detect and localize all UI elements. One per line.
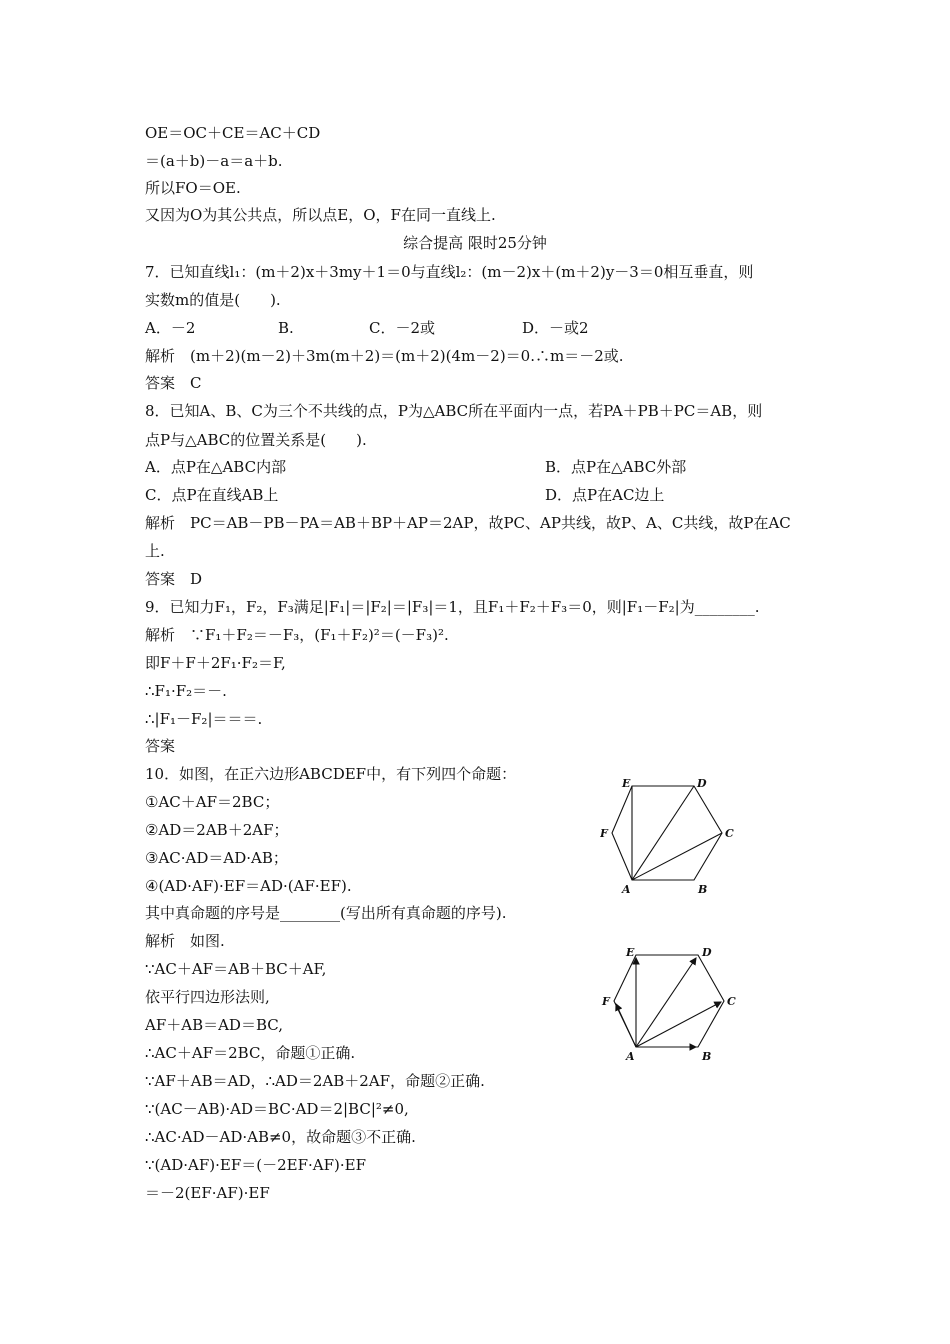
text-line: 又因为O为其公共点，所以点E，O，F在同一直线上. xyxy=(145,206,496,224)
solution-9: ∴|F₁－F₂|＝＝＝. xyxy=(145,710,263,728)
hexagon-figure-2 xyxy=(600,943,750,1063)
text-line: OE＝OC＋CE＝AC＋CD xyxy=(145,124,321,142)
solution-10: ∵AF＋AB＝AD，∴AD＝2AB＋2AF，命题②正确. xyxy=(145,1072,485,1090)
label-c: C xyxy=(727,995,736,1008)
label-e: E xyxy=(622,777,631,790)
vector-af xyxy=(616,1004,636,1047)
label-a: A xyxy=(622,883,631,895)
option-7c: C．－2或 xyxy=(369,319,436,337)
option-8d: D．点P在AC边上 xyxy=(545,486,665,504)
option-7b: B. xyxy=(278,319,294,337)
diagonal-ad xyxy=(632,786,694,880)
proposition-3: ③AC·AD＝AD·AB； xyxy=(145,849,288,867)
solution-10: 依平行四边形法则, xyxy=(145,988,270,1006)
hexagon-outline xyxy=(614,955,724,1047)
option-7d: D．－或2 xyxy=(522,319,589,337)
solution-9: ∴F₁·F₂＝－. xyxy=(145,682,227,700)
answer-7: 答案 C xyxy=(145,374,202,392)
proposition-2: ②AD＝2AB＋2AF； xyxy=(145,821,289,839)
label-f: F xyxy=(602,995,610,1008)
question-10: 10．如图，在正六边形ABCDEF中，有下列四个命题： xyxy=(145,765,517,783)
solution-10: ∵(AC－AB)·AD＝BC·AD＝2|BC|²≠0, xyxy=(145,1100,409,1118)
hexagon-outline xyxy=(612,786,722,880)
label-d: D xyxy=(697,777,707,790)
solution-10: ∴AC＋AF＝2BC，命题①正确. xyxy=(145,1044,356,1062)
solution-10: ∴AC·AD－AD·AB≠0，故命题③不正确. xyxy=(145,1128,416,1146)
option-8a: A．点P在△ABC内部 xyxy=(145,458,287,476)
question-8: 8．已知A、B、C为三个不共线的点，P为△ABC所在平面内一点，若PA＋PB＋PC＝AB，则 xyxy=(145,402,763,420)
label-b: B xyxy=(702,1050,712,1063)
label-d: D xyxy=(702,946,712,959)
option-8b: B．点P在△ABC外部 xyxy=(545,458,687,476)
hexagon-figure-1 xyxy=(600,775,750,895)
label-c: C xyxy=(725,827,734,840)
option-7a: A．－2 xyxy=(145,319,196,337)
vector-ac xyxy=(636,1002,721,1047)
question-7-cont: 实数m的值是( ). xyxy=(145,291,281,309)
question-7: 7．已知直线l₁：(m＋2)x＋3my＋1＝0与直线l₂：(m－2)x＋(m＋2)y－3＝0相互垂直，则 xyxy=(145,263,754,281)
proposition-1: ①AC＋AF＝2BC； xyxy=(145,793,280,811)
solution-9: 即F＋F＋2F₁·F₂＝F, xyxy=(145,654,286,672)
solution-10: ＝－2(EF·AF)·EF xyxy=(145,1184,270,1202)
solution-10: ∵AC＋AF＝AB＋BC＋AF, xyxy=(145,960,327,978)
answer-8: 答案 D xyxy=(145,570,203,588)
label-f: F xyxy=(600,827,608,840)
answer-9: 答案 xyxy=(145,737,176,755)
question-10-ask: 其中真命题的序号是________(写出所有真命题的序号). xyxy=(145,904,507,922)
solution-9: 解析 ∵F₁＋F₂＝－F₃，(F₁＋F₂)²＝(－F₃)². xyxy=(145,626,449,644)
solution-10: ∵(AD·AF)·EF＝(－2EF·AF)·EF xyxy=(145,1156,366,1174)
solution-8: 解析 PC＝AB－PB－PA＝AB＋BP＋AP＝2AP，故PC、AP共线，故P、A、C共线，故P在AC xyxy=(145,514,791,532)
text-line: 所以FO＝OE. xyxy=(145,179,241,197)
vector-ad xyxy=(636,958,696,1047)
label-b: B xyxy=(698,883,708,895)
label-a: A xyxy=(626,1050,635,1063)
text-line: ＝(a＋b)－a＝a＋b. xyxy=(145,152,283,170)
question-9: 9．已知力F₁，F₂，F₃满足|F₁|＝|F₂|＝|F₃|＝1，且F₁＋F₂＋F₃＝0，则|F₁－F₂|为________. xyxy=(145,598,760,616)
proposition-4: ④(AD·AF)·EF＝AD·(AF·EF). xyxy=(145,877,352,895)
solution-10: AF＋AB＝AD＝BC, xyxy=(145,1016,283,1034)
solution-8-cont: 上. xyxy=(145,542,165,560)
solution-7: 解析 (m＋2)(m－2)＋3m(m＋2)＝(m＋2)(4m－2)＝0.∴m＝－2或. xyxy=(145,347,624,365)
option-8c: C．点P在直线AB上 xyxy=(145,486,279,504)
solution-10: 解析 如图. xyxy=(145,932,225,950)
label-e: E xyxy=(626,946,635,959)
question-8-cont: 点P与△ABC的位置关系是( ). xyxy=(145,431,367,449)
section-title: 综合提高 限时25分钟 xyxy=(403,234,547,252)
